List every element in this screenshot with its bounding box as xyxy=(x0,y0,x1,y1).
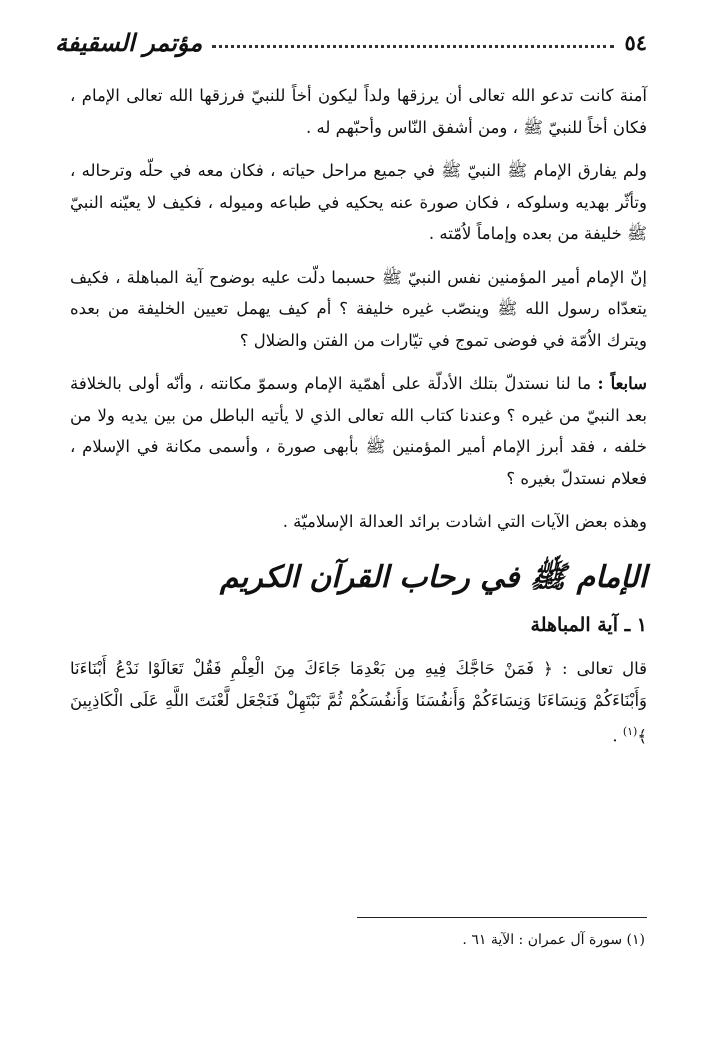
page-header xyxy=(55,22,647,62)
footnote: (١) سورة آل عمران : الآية ٦١ . xyxy=(462,932,645,948)
quran-verse: ﴿ فَمَنْ حَاجَّكَ فِيهِ مِن بَعْدِمَا جَاءَكَ مِنَ الْعِلْمِ فَقُلْ تَعَالَوْا نَدْعُ أَبْنَاءَنَا وَأَبْنَاءَكُمْ وَنِسَاءَنَا وَنِسَاءَكُمْ وَأَنفُسَنَا وَأَنفُسَكُمْ ثُمَّ نَبْتَهِلْ فَنَجْعَل لَّعْنَتَ اللَّهِ عَلَى الْكَاذِبِينَ ﴾ xyxy=(70,659,647,746)
page-number: ٥٤ xyxy=(624,29,647,55)
header-dotted-leader xyxy=(212,45,614,48)
footnote-reference: (١) xyxy=(622,725,638,738)
paragraph-5: وهذه بعض الآيات التي اشادت برائد العدالة الإسلاميّة . xyxy=(282,512,647,531)
quran-intro: قال تعالى : xyxy=(561,659,648,678)
quran-end: . xyxy=(612,726,623,746)
paragraph-4-text: ما لنا نستدلّ بتلك الأدلّة على أهمّية الإمام وسموّ مكانته ، وأنّه أولى بالخلافة بعد النبيّ من غيره ؟ وعندنا كتاب الله تعالى الذي لا يأتيه الباطل من بين يديه ولا من خلفه ، فقد أبرز الإمام أمير المؤمنين ﷺ بأبهى صورة ، وأسمى مكانة في الإسلام ، فعلام نستدلّ بغيره ؟ xyxy=(70,374,647,488)
paragraph-4 xyxy=(70,368,647,494)
page-body xyxy=(70,80,647,764)
subheading: ١ ـ آية المباهلة xyxy=(530,613,647,636)
section-title: الإمام ﷺ في رحاب القرآن الكريم xyxy=(219,559,647,595)
running-title: مؤتمر السقيفة xyxy=(55,27,203,57)
quran-paragraph xyxy=(70,653,647,752)
footnote-divider xyxy=(357,917,647,918)
paragraph-4-label: سابعاً : xyxy=(597,374,647,393)
paragraph-2: ولم يفارق الإمام ﷺ النبيّ ﷺ في جميع مراحل حياته ، فكان معه في حلّه وترحاله ، وتأثّر بهديه وسلوكه ، فكان صورة عنه يحكيه في طباعه وميوله ، فكيف لا يعيّنه النبيّ ﷺ خليفة من بعده وإماماً لاُمّته . xyxy=(70,161,647,243)
paragraph-1: آمنة كانت تدعو الله تعالى أن يرزقها ولداً ليكون أخاً للنبيّ فرزقها الله تعالى الإمام ، فكان أخاً للنبيّ ﷺ ، ومن أشفق النّاس وأحبّهم له . xyxy=(70,86,647,137)
paragraph-3: إنّ الإمام أمير المؤمنين نفس النبيّ ﷺ حسبما دلّت عليه بوضوح آية المباهلة ، فكيف يتعدّاه رسول الله ﷺ وينصّب غيره خليفة ؟ أم كيف يهمل تعيين الخليفة من بعده ويترك الاُمّة في فوضى تموج في تيّارات من الفتن والضلال ؟ xyxy=(70,267,647,350)
